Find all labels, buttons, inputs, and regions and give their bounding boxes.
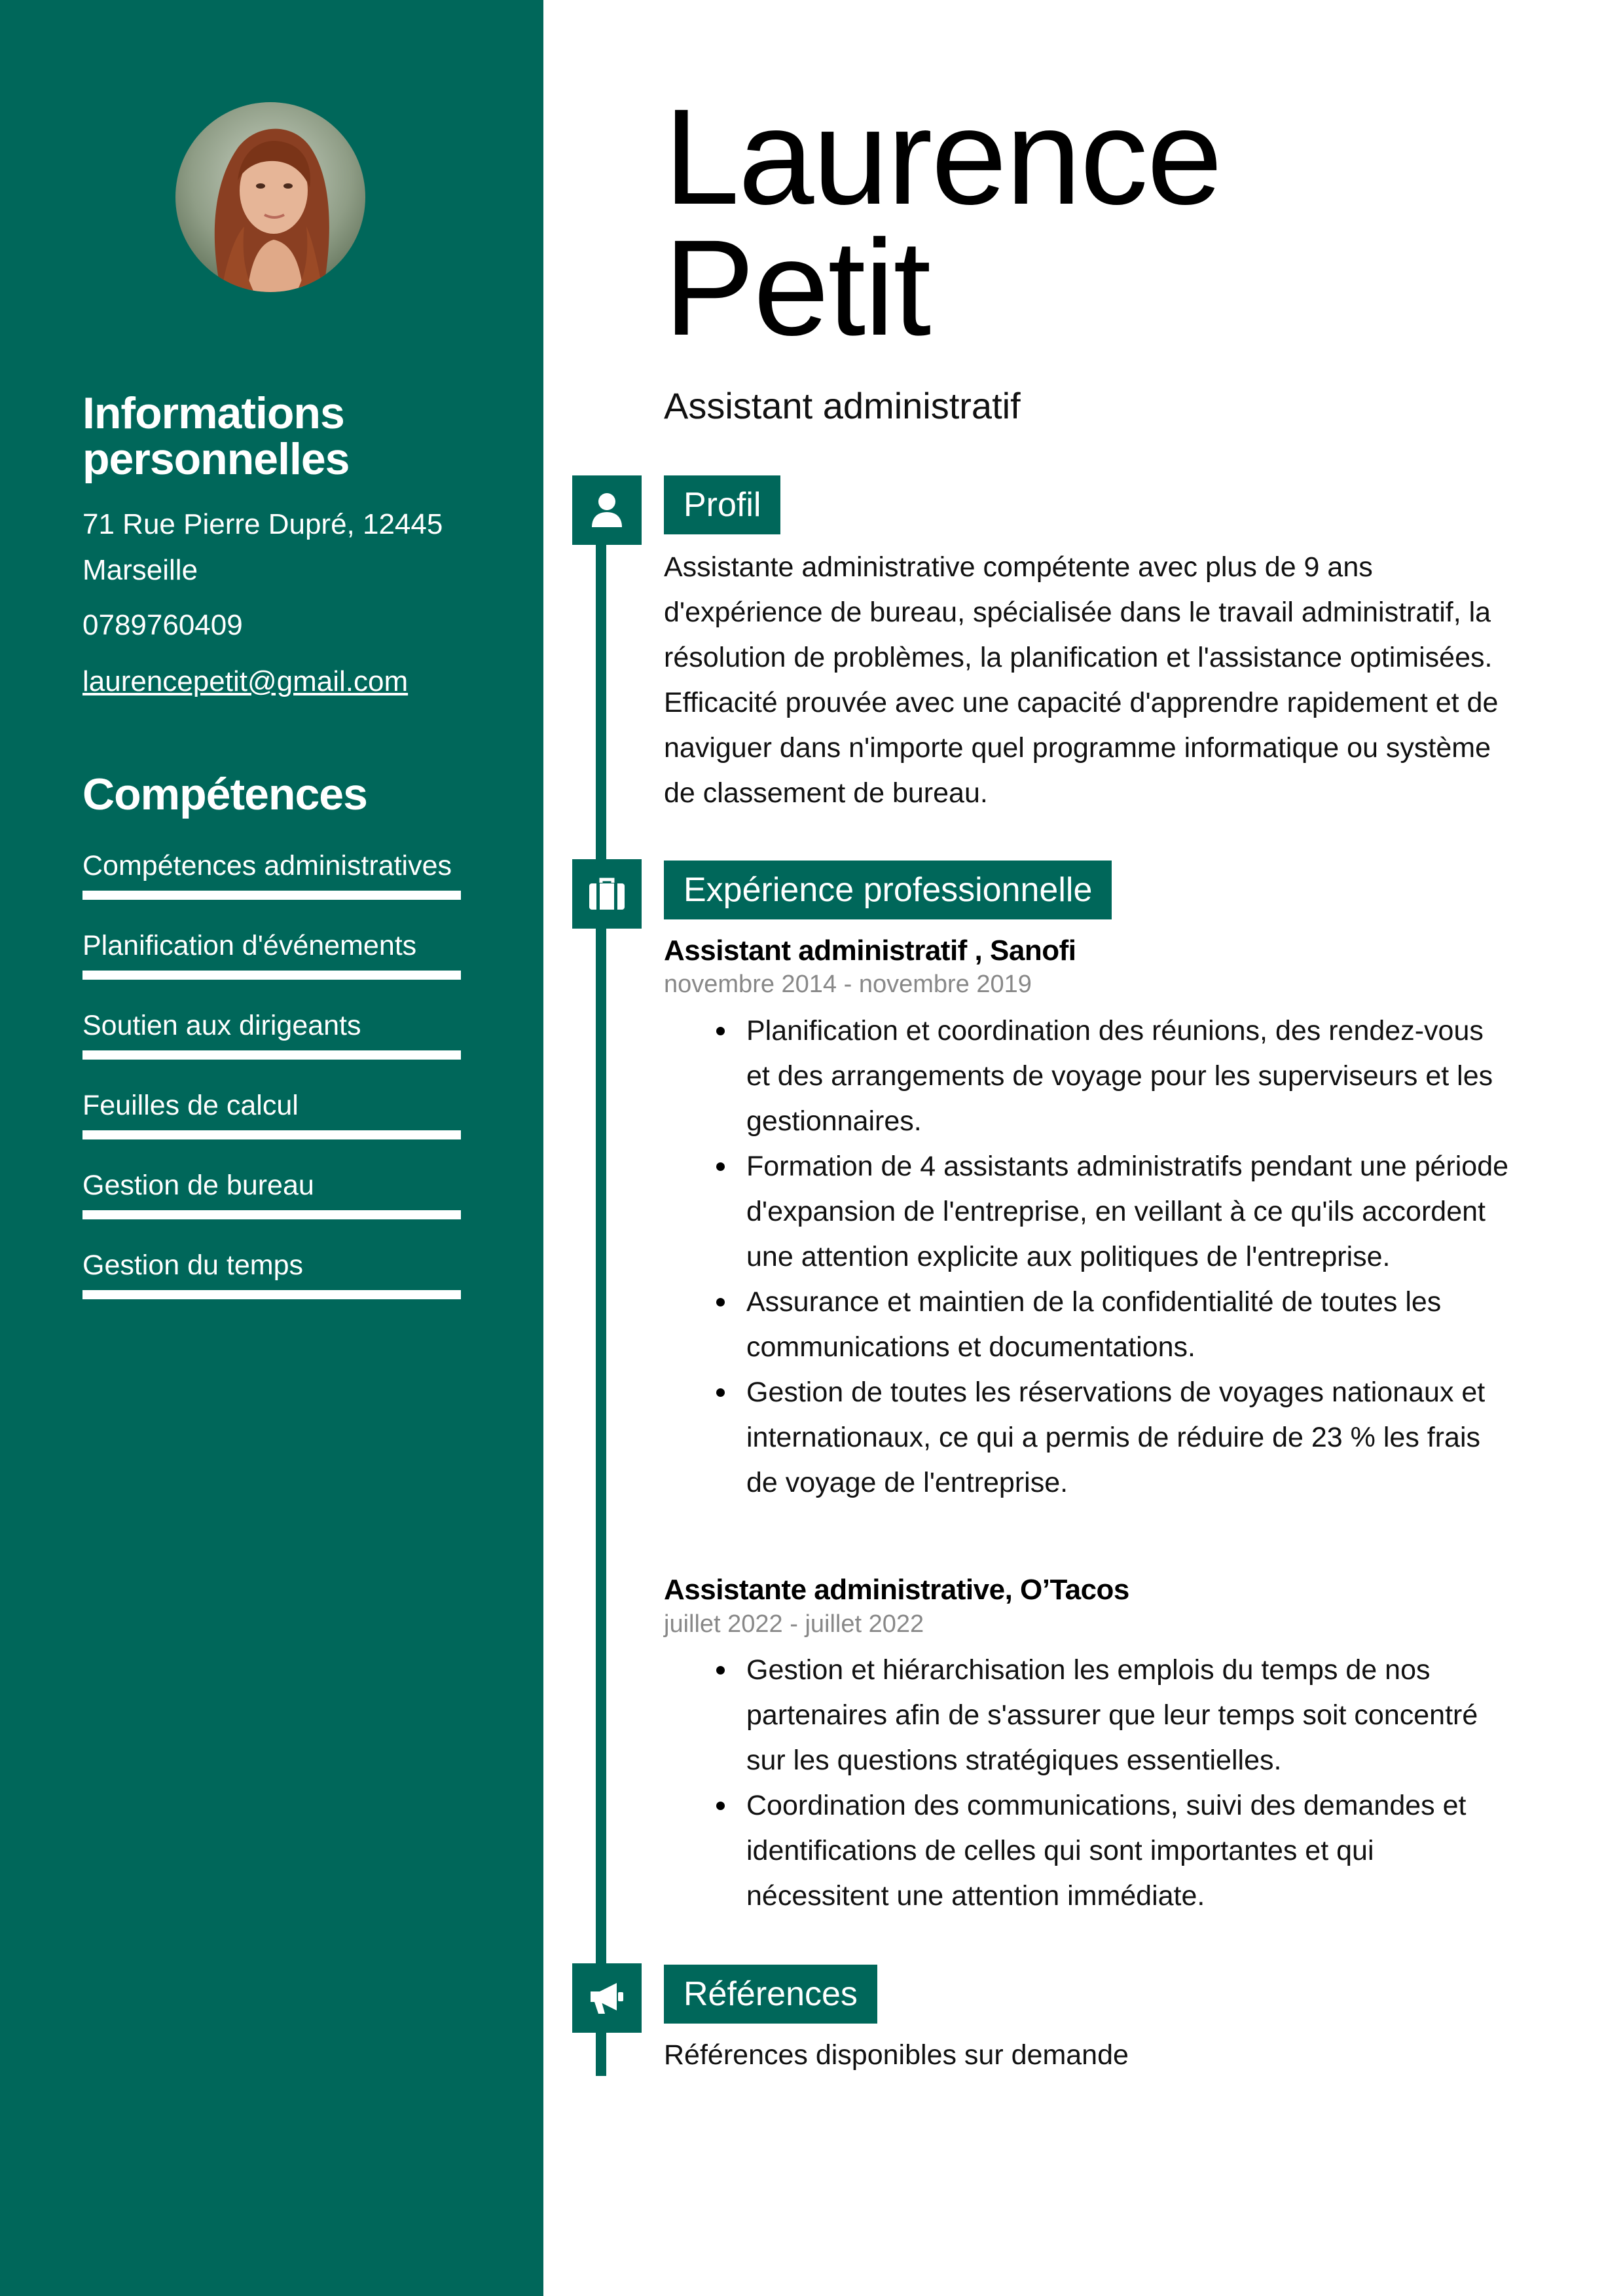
profile-photo [175,102,365,292]
personal-info-heading-line1: Informations [82,388,344,438]
skill-level-bar [82,891,461,900]
skill-item [82,1166,461,1219]
skill-level-bar [82,971,461,980]
first-name: Laurence [664,81,1222,233]
candidate-name [664,81,1222,364]
address-line1: 71 Rue Pierre Dupré, 12445 [82,508,443,540]
job-bullets-1 [746,1009,1512,1506]
list-item: Assurance et maintien de la confidentialité de toutes les communications et documentations. [746,1280,1512,1370]
address-line2: Marseille [82,554,198,586]
list-item: Coordination des communications, suivi des demandes et identifications de celles qui sont importantes et qui nécessitent une attention immédiate. [746,1783,1512,1919]
skill-label: Soutien aux dirigeants [82,1010,361,1041]
section-heading-experience: Expérience professionnelle [664,861,1112,919]
skill-label: Compétences administratives [82,850,452,881]
skill-label: Feuilles de calcul [82,1090,299,1121]
references-text: Références disponibles sur demande [664,2039,1129,2071]
phone-number: 0789760409 [82,609,243,641]
job-bullets-2 [746,1648,1512,1919]
timeline-line [596,517,606,2076]
user-icon [572,475,642,545]
email-container [82,659,408,705]
skill-item [82,846,461,900]
job-title-2: Assistante administrative, O’Tacos [664,1574,1129,1606]
skill-item [82,1006,461,1060]
section-heading-profil: Profil [664,475,780,534]
list-item: Gestion et hiérarchisation les emplois du temps de nos partenaires afin de s'assurer que leur temps soit concentré sur les questions stratégiques essentielles. [746,1648,1512,1783]
personal-info-heading-line2: personnelles [82,434,350,484]
email-link[interactable]: laurencepetit@gmail.com [82,665,409,697]
sidebar [0,0,543,2296]
job-dates-1: novembre 2014 - novembre 2019 [664,971,1032,998]
skills-heading: Compétences [82,769,367,819]
megaphone-icon [572,1963,642,2033]
section-heading-references: Références [664,1965,877,2024]
job-title: Assistant administratif [664,385,1021,426]
last-name: Petit [664,212,930,364]
skill-item [82,1086,461,1139]
skill-level-bar [82,1290,461,1299]
skill-label: Planification d'événements [82,930,417,961]
list-item: Gestion de toutes les réservations de voyages nationaux et internationaux, ce qui a permis de réduire de 23 % les frais de voyage de l'entreprise. [746,1370,1512,1506]
briefcase-icon [572,859,642,929]
skill-item [82,926,461,980]
skill-label: Gestion du temps [82,1250,304,1281]
skill-level-bar [82,1130,461,1139]
skill-label: Gestion de bureau [82,1170,314,1201]
job-title-1: Assistant administratif , Sanofi [664,935,1076,967]
skill-level-bar [82,1050,461,1060]
skill-item [82,1246,461,1299]
list-item: Planification et coordination des réunions, des rendez-vous et des arrangements de voyage pour les superviseurs et les gestionnaires. [746,1009,1512,1144]
skill-level-bar [82,1210,461,1219]
profile-summary: Assistante administrative compétente avec plus de 9 ans d'expérience de bureau, spécialisée dans le travail administratif, la résolution de problèmes, la planification et l'assistance optimisées. Efficacité prouvée avec une capacité d'apprendre rapidement et de naviguer dans n'importe quel programme informatique ou système de classement de bureau. [664,551,1499,809]
personal-info-heading [82,390,350,482]
list-item: Formation de 4 assistants administratifs pendant une période d'expansion de l'entreprise, en veillant à ce qu'ils accordent une attention explicite aux politiques de l'entreprise. [746,1144,1512,1280]
job-dates-2: juillet 2022 - juillet 2022 [664,1610,924,1638]
